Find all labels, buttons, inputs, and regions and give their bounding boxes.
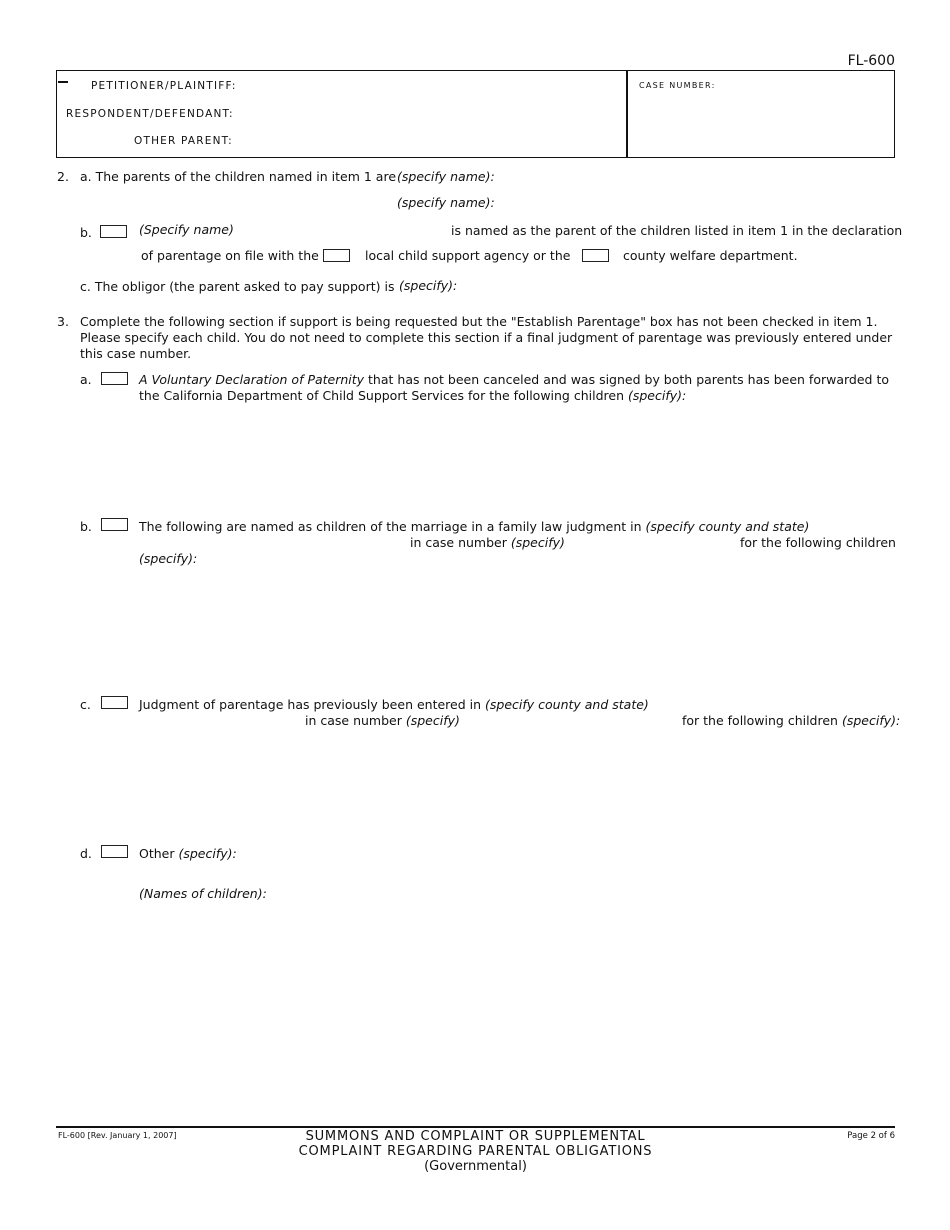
- item3c-children-text: for the following children: [682, 713, 842, 728]
- item3a-text-2: the California Department of Child Support Services for the following children: [139, 388, 628, 403]
- item3a-line-2: [139, 388, 686, 403]
- caption-tick: [58, 81, 68, 83]
- item3b-letter: b.: [80, 519, 92, 534]
- item3-intro-3: this case number.: [80, 346, 192, 361]
- footer-rev: FL-600 [Rev. January 1, 2007]: [58, 1131, 177, 1140]
- item3c-line-1: [139, 697, 649, 712]
- item2b-text-2: of parentage on file with the: [141, 248, 319, 263]
- item3a-line-1: [139, 372, 889, 387]
- footer-title-3: (Governmental): [424, 1159, 527, 1174]
- item3-number: 3.: [57, 314, 69, 329]
- item2c-text: c. The obligor (the parent asked to pay support) is: [80, 279, 395, 294]
- item3c-case-specify: (specify): [405, 713, 460, 728]
- item3-intro-2: Please specify each child. You do not need to complete this section if a final judgment of parentage was previously entered under: [80, 330, 893, 345]
- item3c-letter: c.: [80, 697, 91, 712]
- county-welfare-checkbox[interactable]: [582, 249, 609, 262]
- item3-intro-1: Complete the following section if support is being requested but the "Establish Parentage" box has not been checked in item 1.: [80, 314, 878, 329]
- item3d-specify: (specify):: [178, 846, 237, 861]
- footer-page: Page 2 of 6: [847, 1131, 895, 1141]
- local-agency-checkbox[interactable]: [323, 249, 350, 262]
- item3c-children-specify: (specify):: [841, 713, 901, 728]
- item2b-text-3: local child support agency or the: [365, 248, 571, 263]
- item3c-case-line: [305, 713, 460, 728]
- item3d-names: (Names of children):: [139, 886, 267, 901]
- item2b-text-4: county welfare department.: [623, 248, 798, 263]
- item3b-specify-county: (specify county and state): [645, 519, 810, 534]
- item3b-line-1: [139, 519, 809, 534]
- caption-divider: [626, 70, 628, 158]
- item2b-text-1: is named as the parent of the children listed in item 1 in the declaration: [451, 223, 903, 238]
- item3b-case-specify: (specify): [510, 535, 565, 550]
- item3c-specify-county: (specify county and state): [485, 697, 649, 712]
- item3b-text-1: The following are named as children of the marriage in a family law judgment in: [139, 519, 646, 534]
- item3c-text-1: Judgment of parentage has previously been entered in: [139, 697, 485, 712]
- item2a-specify-2: (specify name):: [397, 195, 495, 210]
- item2a-text: a. The parents of the children named in item 1 are: [80, 169, 397, 184]
- other-parent-label: OTHER PARENT:: [134, 135, 233, 147]
- footer-title: [56, 1129, 895, 1174]
- item3a-letter: a.: [80, 372, 92, 387]
- item3a-checkbox[interactable]: [101, 372, 128, 385]
- item3b-case-text: in case number: [410, 535, 511, 550]
- item3b-children-text: for the following children: [740, 535, 896, 550]
- item3c-checkbox[interactable]: [101, 696, 128, 709]
- item3b-case-line: [410, 535, 565, 550]
- item2b-checkbox[interactable]: [100, 225, 127, 238]
- item2-number: 2.: [57, 169, 69, 184]
- form-id: FL-600: [847, 53, 895, 69]
- respondent-label: RESPONDENT/DEFENDANT:: [66, 108, 234, 120]
- case-number-label: CASE NUMBER:: [639, 81, 716, 90]
- footer-title-1: SUMMONS AND COMPLAINT OR SUPPLEMENTAL: [305, 1129, 646, 1144]
- item3d-text: Other: [139, 846, 179, 861]
- footer-title-2: COMPLAINT REGARDING PARENTAL OBLIGATIONS: [298, 1144, 653, 1159]
- item3d-line: [139, 846, 237, 861]
- item2b-specify: (Specify name): [139, 222, 234, 237]
- item3b-children-specify: (specify):: [139, 551, 198, 566]
- item2c-specify: (specify):: [399, 278, 458, 293]
- petitioner-label: PETITIONER/PLAINTIFF:: [91, 80, 237, 92]
- item3a-italic: A Voluntary Declaration of Paternity: [139, 372, 365, 387]
- item2b-letter: b.: [80, 225, 92, 240]
- item3c-case-text: in case number: [305, 713, 406, 728]
- footer-rule: [56, 1126, 895, 1128]
- item3b-checkbox[interactable]: [101, 518, 128, 531]
- item3d-checkbox[interactable]: [101, 845, 128, 858]
- item3a-text-1: that has not been canceled and was signed by both parents has been forwarded to: [364, 372, 890, 387]
- item2a-specify-1: (specify name):: [397, 169, 495, 184]
- item3a-specify: (specify):: [627, 388, 687, 403]
- item3d-letter: d.: [80, 846, 92, 861]
- item3c-children-line: [682, 713, 900, 728]
